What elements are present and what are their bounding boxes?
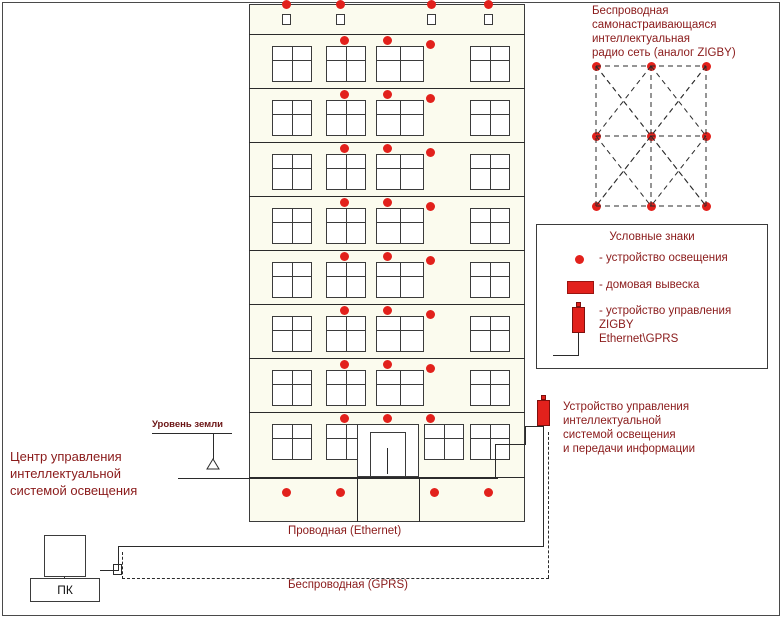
door-arrow-stem: [387, 448, 388, 474]
window: [470, 370, 510, 406]
lighting-device-dot: [336, 0, 345, 9]
lighting-device-dot: [426, 202, 435, 211]
window: [470, 100, 510, 136]
floor-divider: [249, 412, 525, 413]
legend-lighting-device-icon: [575, 255, 584, 264]
lighting-device-dot: [340, 36, 349, 45]
wired-ethernet-label: Проводная (Ethernet): [288, 525, 402, 537]
window: [376, 154, 424, 190]
roof-box: [336, 14, 345, 25]
wire-building-drop: [525, 426, 526, 444]
floor-divider: [249, 88, 525, 89]
mesh-node: [702, 62, 711, 71]
roof-box: [427, 14, 436, 25]
window: [470, 424, 510, 460]
window: [272, 424, 312, 460]
lighting-device-dot: [426, 40, 435, 49]
lighting-device-dot: [282, 0, 291, 9]
lighting-device-dot: [383, 90, 392, 99]
lighting-device-dot: [426, 414, 435, 423]
window: [272, 208, 312, 244]
mesh-node: [702, 202, 711, 211]
window: [272, 100, 312, 136]
gprs-to-pc: [122, 552, 123, 579]
pc-monitor: [44, 535, 86, 577]
window: [326, 154, 366, 190]
lighting-device-dot: [340, 414, 349, 423]
window: [470, 154, 510, 190]
gprs-vertical: [548, 432, 549, 578]
roof-box: [282, 14, 291, 25]
window: [376, 316, 424, 352]
window: [326, 262, 366, 298]
pc-base: [30, 578, 100, 602]
wireless-gprs-label: Беспроводная (GPRS): [288, 579, 408, 591]
lighting-device-dot: [427, 0, 436, 9]
window: [326, 370, 366, 406]
window: [376, 46, 424, 82]
legend-item-2-label: - устройство управления ZIGBY Ethernet\GPRS: [599, 305, 732, 345]
floor-divider: [249, 304, 525, 305]
mesh-node: [592, 202, 601, 211]
entrance-door: [370, 432, 406, 477]
lighting-device-dot: [340, 360, 349, 369]
lighting-device-dot: [383, 360, 392, 369]
lighting-device-dot: [282, 488, 291, 497]
legend-item-1-label: - домовая вывеска: [599, 279, 700, 291]
mesh-node: [647, 62, 656, 71]
lighting-device-dot: [340, 144, 349, 153]
control-device-zigby: [537, 400, 550, 426]
control-device-label: Устройство управления интеллектуальной системой освещения и передачи информации: [563, 401, 696, 455]
mesh-node: [702, 132, 711, 141]
lighting-device-dot: [484, 488, 493, 497]
control-center-label: Центр управления интеллектуальной системой освещения: [10, 449, 138, 498]
mesh-node: [592, 62, 601, 71]
window: [376, 370, 424, 406]
window: [326, 100, 366, 136]
diagram-element: [64, 577, 65, 578]
lighting-device-dot: [383, 414, 392, 423]
lighting-device-dot: [340, 90, 349, 99]
lighting-device-dot: [336, 488, 345, 497]
mesh-node: [647, 132, 656, 141]
ground-level-leader: [152, 433, 232, 434]
mesh-node: [592, 132, 601, 141]
window: [470, 208, 510, 244]
ground-level-label: Уровень земли: [152, 419, 224, 430]
wire-building-run: [495, 444, 526, 445]
window: [272, 154, 312, 190]
legend-item-0-label: - устройство освещения: [599, 252, 728, 264]
window: [272, 370, 312, 406]
legend-control-device-icon: [572, 307, 585, 333]
lighting-device-dot: [383, 252, 392, 261]
window: [376, 100, 424, 136]
legend-title: Условные знаки: [609, 231, 695, 243]
window: [376, 262, 424, 298]
diagram-element: [553, 355, 579, 356]
window: [326, 46, 366, 82]
lighting-device-dot: [484, 0, 493, 9]
roof-box: [484, 14, 493, 25]
porch-left-edge: [357, 477, 358, 522]
lighting-device-dot: [383, 144, 392, 153]
ethernet-vertical: [543, 426, 544, 546]
mesh-node: [647, 202, 656, 211]
floor-divider: [249, 142, 525, 143]
floor-divider: [249, 250, 525, 251]
wireless-mesh-network: [592, 62, 716, 212]
pc-label: ПК: [57, 583, 73, 597]
wire-building-to-device: [525, 426, 543, 427]
floor-divider: [249, 358, 525, 359]
window: [272, 262, 312, 298]
legend-house-sign-icon: [567, 281, 594, 294]
porch-right-edge: [419, 477, 420, 522]
floor-divider: [249, 196, 525, 197]
ethernet-port: [113, 564, 122, 575]
window: [272, 316, 312, 352]
lighting-device-dot: [426, 310, 435, 319]
ground-line: [178, 478, 498, 479]
wire-down-to-ground: [495, 444, 496, 478]
lighting-device-dot: [340, 306, 349, 315]
legend-box: [536, 224, 768, 369]
lighting-device-dot: [383, 198, 392, 207]
lighting-device-dot: [340, 252, 349, 261]
window: [424, 424, 464, 460]
wireless-network-label: Беспроводная самонастраивающаяся интеллектуальная радио сеть (аналог ZIGBY): [592, 5, 736, 59]
lighting-device-dot: [426, 364, 435, 373]
lighting-device-dot: [340, 198, 349, 207]
lighting-device-dot: [426, 94, 435, 103]
window: [470, 46, 510, 82]
lighting-device-dot: [426, 256, 435, 265]
ground-level-leader-drop: [213, 433, 214, 459]
window: [326, 316, 366, 352]
lighting-device-dot: [383, 36, 392, 45]
window: [470, 316, 510, 352]
window: [272, 46, 312, 82]
floor-divider: [249, 34, 525, 35]
lighting-device-dot: [430, 488, 439, 497]
lighting-device-dot: [383, 306, 392, 315]
ethernet-horizontal: [118, 546, 544, 547]
window: [470, 262, 510, 298]
lighting-device-dot: [426, 148, 435, 157]
window: [326, 208, 366, 244]
window: [376, 208, 424, 244]
diagram-element: [578, 333, 579, 355]
